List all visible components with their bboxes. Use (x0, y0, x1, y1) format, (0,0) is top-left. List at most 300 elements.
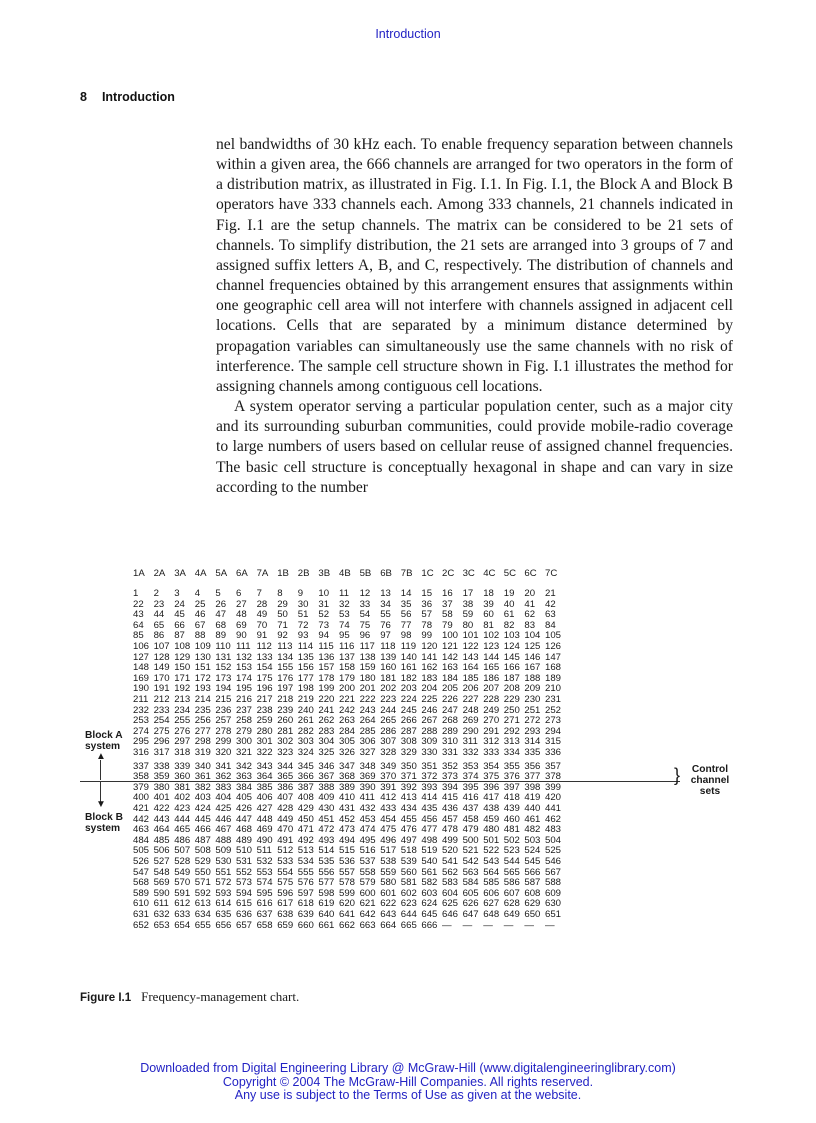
channel-number: 409 (318, 792, 335, 804)
channel-number: 460 (503, 813, 520, 825)
channel-number: 174 (236, 672, 253, 684)
channel-number: 441 (545, 803, 562, 814)
channel-number: 577 (318, 877, 335, 889)
paragraph-2: A system operator serving a particular population center, such as a major city and its surrounding suburban communities, could provide mobile-radio coverage to large numbers of users based on cellular reuse of assigned channel frequencies. The basic cell structure is conceptually hexagonal in shape and can vary in size according to the number (216, 398, 733, 496)
channel-number: 177 (297, 672, 314, 684)
channel-number: 343 (256, 760, 273, 772)
channel-number: 536 (339, 856, 356, 867)
channel-number: 262 (318, 715, 335, 727)
channel-number: 514 (318, 845, 335, 857)
channel-number: 383 (215, 781, 232, 793)
channel-number: 232 (133, 704, 150, 716)
channel-number: 501 (483, 834, 500, 846)
channel-number: 337 (133, 760, 150, 772)
channel-number: 487 (194, 834, 211, 846)
channel-number: 538 (380, 856, 397, 867)
channel-number: 630 (545, 898, 562, 910)
channel-number: 408 (297, 792, 314, 804)
channel-number: 371 (400, 771, 417, 783)
channel-number: 393 (421, 781, 438, 793)
channel-number: 234 (174, 704, 191, 716)
channel-number: 535 (318, 856, 335, 867)
channel-number: 20 (524, 588, 536, 599)
channel-number: 455 (400, 813, 417, 825)
channel-number: 419 (524, 792, 541, 804)
channel-number: 249 (483, 704, 500, 716)
brace-icon: } (674, 765, 681, 785)
channel-number: 107 (153, 641, 170, 652)
chart-row (80, 588, 740, 599)
channel-number: 428 (277, 803, 294, 814)
channel-number: 573 (236, 877, 253, 889)
page-header (80, 90, 175, 104)
channel-number: 627 (483, 898, 500, 910)
channel-number: 246 (421, 704, 438, 716)
column-header: 2A (153, 568, 166, 579)
channel-number: 247 (442, 704, 459, 716)
chart-row (80, 920, 740, 931)
channel-number: 623 (400, 898, 417, 910)
channel-number: 284 (339, 725, 356, 737)
channel-number: 404 (215, 792, 232, 804)
channel-number: 338 (153, 760, 170, 772)
channel-number: 485 (153, 834, 170, 846)
channel-number: 44 (153, 609, 165, 621)
channel-number: 650 (524, 909, 541, 920)
channel-number: 549 (174, 866, 191, 878)
channel-number: 115 (318, 641, 334, 652)
channel-number: 365 (277, 771, 294, 783)
channel-number: 100 (442, 630, 459, 642)
channel-number: 90 (236, 630, 247, 642)
chapter-title: Introduction (101, 90, 175, 104)
channel-number: 647 (462, 909, 479, 920)
channel-number: 330 (421, 747, 438, 758)
channel-number: 314 (524, 736, 541, 748)
channel-number: 550 (194, 866, 211, 878)
channel-number: 413 (400, 792, 417, 804)
channel-number: 339 (174, 760, 191, 772)
channel-number: 300 (236, 736, 253, 748)
channel-number: 518 (400, 845, 417, 857)
channel-number: 165 (483, 662, 500, 674)
channel-number: 317 (153, 747, 170, 758)
channel-number: 18 (483, 588, 494, 599)
chart-row (80, 909, 740, 920)
channel-number: 351 (421, 760, 438, 772)
channel-number: 110 (215, 641, 231, 652)
channel-number: 617 (277, 898, 294, 910)
channel-number: 23 (153, 598, 165, 610)
channel-number: 207 (483, 683, 500, 695)
channel-number: 358 (133, 771, 150, 783)
channel-number: 431 (339, 803, 356, 814)
channel-number: 301 (256, 736, 273, 748)
channel-number: 219 (297, 694, 314, 705)
channel-number: 19 (503, 588, 515, 599)
channel-number: 444 (174, 813, 191, 825)
channel-number: 299 (215, 736, 232, 748)
channel-number: 601 (380, 887, 397, 899)
channel-number: 466 (194, 824, 211, 836)
channel-number: 589 (133, 887, 150, 899)
channel-number: 132 (236, 651, 253, 663)
channel-number: 37 (442, 598, 453, 610)
channel-number: 512 (277, 845, 294, 857)
channel-number: 235 (194, 704, 211, 716)
channel-number: 326 (339, 747, 356, 758)
channel-number: 290 (462, 725, 479, 737)
channel-number: 607 (503, 887, 520, 899)
channel-number: 405 (236, 792, 253, 804)
channel-number: 660 (297, 919, 314, 931)
channel-number: 88 (194, 630, 206, 642)
channel-number: 12 (359, 588, 371, 599)
channel-number: 320 (215, 747, 232, 758)
channel-number: 475 (380, 824, 397, 836)
channel-number: 147 (545, 651, 562, 663)
channel-number: 649 (503, 909, 520, 920)
column-header: 7B (400, 568, 413, 579)
channel-number: 430 (318, 803, 335, 814)
channel-number: 644 (400, 909, 417, 920)
page-number: 8 (80, 90, 87, 104)
channel-number: 558 (359, 866, 376, 878)
channel-number: 471 (297, 824, 314, 836)
channel-number: 382 (194, 781, 211, 793)
channel-number: 366 (297, 771, 314, 783)
channel-number: 640 (318, 909, 335, 920)
channel-number: 30 (297, 598, 309, 610)
channel-number: 654 (174, 919, 191, 931)
channel-number: 468 (236, 824, 253, 836)
channel-number: 661 (318, 919, 335, 931)
channel-number: 459 (483, 813, 500, 825)
channel-number: 259 (256, 715, 273, 727)
channel-number: 197 (277, 683, 294, 695)
channel-number: 277 (194, 725, 211, 737)
channel-number: 101 (462, 630, 479, 642)
channel-number: 415 (442, 792, 459, 804)
channel-number: 437 (462, 803, 479, 814)
channel-number: 528 (174, 856, 191, 867)
channel-number: 118 (380, 641, 396, 652)
column-header: 3A (174, 568, 186, 579)
channel-number: 170 (153, 672, 170, 684)
channel-number: 484 (133, 834, 150, 846)
channel-number: 454 (380, 813, 397, 825)
channel-number: 119 (400, 641, 417, 652)
chart-row (80, 726, 740, 737)
channel-number: 420 (545, 792, 562, 804)
channel-number: 662 (339, 919, 356, 931)
channel-number: 312 (483, 736, 500, 748)
channel-number: 152 (215, 662, 232, 674)
channel-number: 624 (421, 898, 438, 910)
channel-number: 384 (236, 781, 253, 793)
channel-number: 36 (421, 598, 433, 610)
channel-number: 602 (400, 887, 417, 899)
channel-number: 492 (297, 834, 314, 846)
channel-number: 572 (215, 877, 232, 889)
channel-number: 304 (318, 736, 335, 748)
channel-number: 449 (277, 813, 294, 825)
channel-number: 348 (359, 760, 376, 772)
channel-number: 181 (380, 672, 397, 684)
channel-number: 31 (318, 598, 330, 610)
channel-number: 120 (421, 641, 438, 652)
channel-number: 545 (524, 856, 541, 867)
channel-number: 258 (236, 715, 253, 727)
channel-number: 108 (174, 641, 191, 652)
channel-number: 498 (421, 834, 438, 846)
channel-number: 416 (462, 792, 479, 804)
channel-number: 188 (524, 672, 541, 684)
channel-number: 121 (442, 641, 459, 652)
column-header: 4B (339, 568, 351, 579)
channel-number: 445 (194, 813, 211, 825)
channel-number: 582 (421, 877, 438, 889)
channel-number: 137 (339, 651, 356, 663)
channel-number: 271 (503, 715, 520, 727)
channel-number: 144 (483, 651, 500, 663)
channel-number: 489 (236, 834, 253, 846)
channel-number: 552 (236, 866, 253, 878)
channel-number: 104 (524, 630, 541, 642)
channel-number: 273 (545, 715, 562, 727)
channel-number: 521 (462, 845, 479, 857)
channel-number: 272 (524, 715, 541, 727)
channel-number: 243 (359, 704, 376, 716)
channel-number: 486 (174, 834, 191, 846)
column-header: 7A (256, 568, 269, 579)
channel-number: 439 (503, 803, 520, 814)
channel-number: 126 (545, 641, 562, 652)
channel-number: 622 (380, 898, 397, 910)
channel-number: 436 (442, 803, 459, 814)
channel-number: 372 (421, 771, 438, 783)
chart-row (80, 824, 740, 835)
channel-number: 614 (215, 898, 232, 910)
channel-number: 443 (153, 813, 170, 825)
channel-number: 103 (503, 630, 520, 642)
channel-number: 187 (503, 672, 520, 684)
channel-number: 191 (153, 683, 170, 695)
channel-number: 664 (380, 919, 397, 931)
channel-number: 71 (277, 619, 288, 631)
channel-number: 467 (215, 824, 232, 836)
channel-number: 526 (133, 856, 150, 867)
channel-number: 228 (483, 694, 500, 705)
channel-number: 583 (442, 877, 459, 889)
channel-number: 16 (442, 588, 453, 599)
channel-number: 47 (215, 609, 227, 621)
channel-number: 43 (133, 609, 144, 621)
channel-number: 574 (256, 877, 273, 889)
channel-number: 155 (277, 662, 294, 674)
channel-number: 227 (462, 694, 479, 705)
channel-number: 289 (442, 725, 459, 737)
chart-row (80, 792, 740, 803)
channel-number: 476 (400, 824, 417, 836)
channel-number: 522 (483, 845, 500, 857)
channel-number: 342 (236, 760, 253, 772)
channel-number: 615 (236, 898, 253, 910)
channel-number: 172 (194, 672, 211, 684)
channel-number: 658 (256, 919, 273, 931)
channel-number: 202 (380, 683, 397, 695)
channel-number: 157 (318, 662, 335, 674)
channel-number: 13 (380, 588, 391, 599)
channel-number: 340 (194, 760, 211, 772)
channel-number: 621 (359, 898, 376, 910)
channel-number: 87 (174, 630, 185, 642)
column-header: 3C (462, 568, 475, 579)
channel-number: 619 (318, 898, 335, 910)
column-header: 1B (277, 568, 289, 579)
channel-number: 98 (400, 630, 412, 642)
channel-number: 182 (400, 672, 417, 684)
channel-number: 456 (421, 813, 438, 825)
channel-number: 613 (194, 898, 211, 910)
channel-number: 77 (400, 619, 412, 631)
channel-number: 211 (133, 694, 149, 705)
channel-number: 616 (256, 898, 273, 910)
channel-number: 6 (236, 588, 242, 599)
channel-number: 194 (215, 683, 232, 695)
footer-line-3[interactable]: Any use is subject to the Terms of Use as given at the website. (234, 1088, 582, 1102)
channel-number: 57 (421, 609, 433, 621)
channel-number: 307 (380, 736, 397, 748)
channel-number: 92 (277, 630, 288, 642)
channel-number: 637 (256, 909, 273, 920)
channel-number: 628 (503, 898, 520, 910)
channel-number: 109 (194, 641, 211, 652)
channel-number: 389 (339, 781, 356, 793)
channel-number: 429 (297, 803, 314, 814)
channel-number: 603 (421, 887, 438, 899)
chart-row (80, 877, 740, 888)
channel-number: 478 (442, 824, 459, 836)
channel-number: 434 (400, 803, 417, 814)
column-header: 7C (545, 568, 558, 579)
channel-number: 287 (400, 725, 417, 737)
channel-number: 452 (339, 813, 356, 825)
channel-number: 222 (359, 694, 376, 705)
channel-number: 124 (503, 641, 520, 652)
channel-number: 334 (503, 747, 520, 758)
up-arrow-icon: ▲ (96, 751, 106, 762)
channel-number: 513 (297, 845, 314, 857)
channel-number: 321 (236, 747, 253, 758)
chart-row (80, 652, 740, 663)
chart-row (80, 814, 740, 825)
channel-number: 230 (524, 694, 541, 705)
channel-number: 218 (277, 694, 294, 705)
channel-number: 41 (524, 598, 536, 610)
channel-number: 86 (153, 630, 165, 642)
channel-number: 608 (524, 887, 541, 899)
channel-number: 414 (421, 792, 438, 804)
channel-number: 105 (545, 630, 562, 642)
channel-number: 490 (256, 834, 273, 846)
chart-row (80, 803, 740, 814)
channel-number: 655 (194, 919, 211, 931)
channel-number: 505 (133, 845, 150, 857)
channel-number: 523 (503, 845, 520, 857)
channel-number: 281 (277, 725, 294, 737)
channel-number: 64 (133, 619, 144, 631)
channel-number: 362 (215, 771, 232, 783)
channel-number: 178 (318, 672, 335, 684)
channel-number: 82 (503, 619, 515, 631)
channel-number: 491 (277, 834, 294, 846)
channel-number: 134 (277, 651, 294, 663)
channel-number: 464 (153, 824, 170, 836)
channel-number: 74 (339, 619, 350, 631)
channel-number: 129 (174, 651, 191, 663)
channel-number: 224 (400, 694, 417, 705)
channel-number: 626 (462, 898, 479, 910)
channel-number: 347 (339, 760, 356, 772)
channel-number: 542 (462, 856, 479, 867)
body-text (216, 135, 733, 498)
channel-number: 291 (483, 725, 500, 737)
channel-number: 388 (318, 781, 335, 793)
channel-number: 93 (297, 630, 309, 642)
channel-number: 39 (483, 598, 494, 610)
channel-number: 28 (256, 598, 268, 610)
channel-number: 94 (318, 630, 330, 642)
channel-number: 507 (174, 845, 191, 857)
channel-number: 212 (153, 694, 170, 705)
channel-number: 412 (380, 792, 397, 804)
channel-number: 294 (545, 725, 562, 737)
channel-number: 435 (421, 803, 438, 814)
channel-number: 363 (236, 771, 253, 783)
channel-number: 344 (277, 760, 294, 772)
channel-number: 540 (421, 856, 438, 867)
channel-number: 297 (174, 736, 191, 748)
channel-number: 500 (462, 834, 479, 846)
channel-number: 569 (153, 877, 170, 889)
channel-number: 652 (133, 919, 150, 931)
channel-number: 646 (442, 909, 459, 920)
channel-number: 461 (524, 813, 541, 825)
channel-number: 209 (524, 683, 541, 695)
channel-number: 63 (545, 609, 556, 621)
channel-number: 240 (297, 704, 314, 716)
channel-number: 364 (256, 771, 273, 783)
channel-number: — (462, 919, 473, 931)
footer-line-1[interactable]: Downloaded from Digital Engineering Library @ McGraw-Hill (www.digitalengineeringlibrary.com) (140, 1061, 676, 1075)
channel-number: 84 (545, 619, 556, 631)
channel-number: 56 (400, 609, 412, 621)
channel-number: 529 (194, 856, 211, 867)
channel-number: 488 (215, 834, 232, 846)
channel-number: 379 (133, 781, 150, 793)
channel-number: 592 (194, 887, 211, 899)
channel-number: 395 (462, 781, 479, 793)
channel-number: 380 (153, 781, 170, 793)
channel-number: 311 (462, 736, 478, 748)
channel-number: 285 (359, 725, 376, 737)
chart-row (80, 599, 740, 610)
channel-number: 26 (215, 598, 227, 610)
channel-number: 42 (545, 598, 556, 610)
channel-number: 346 (318, 760, 335, 772)
channel-number: 499 (442, 834, 459, 846)
